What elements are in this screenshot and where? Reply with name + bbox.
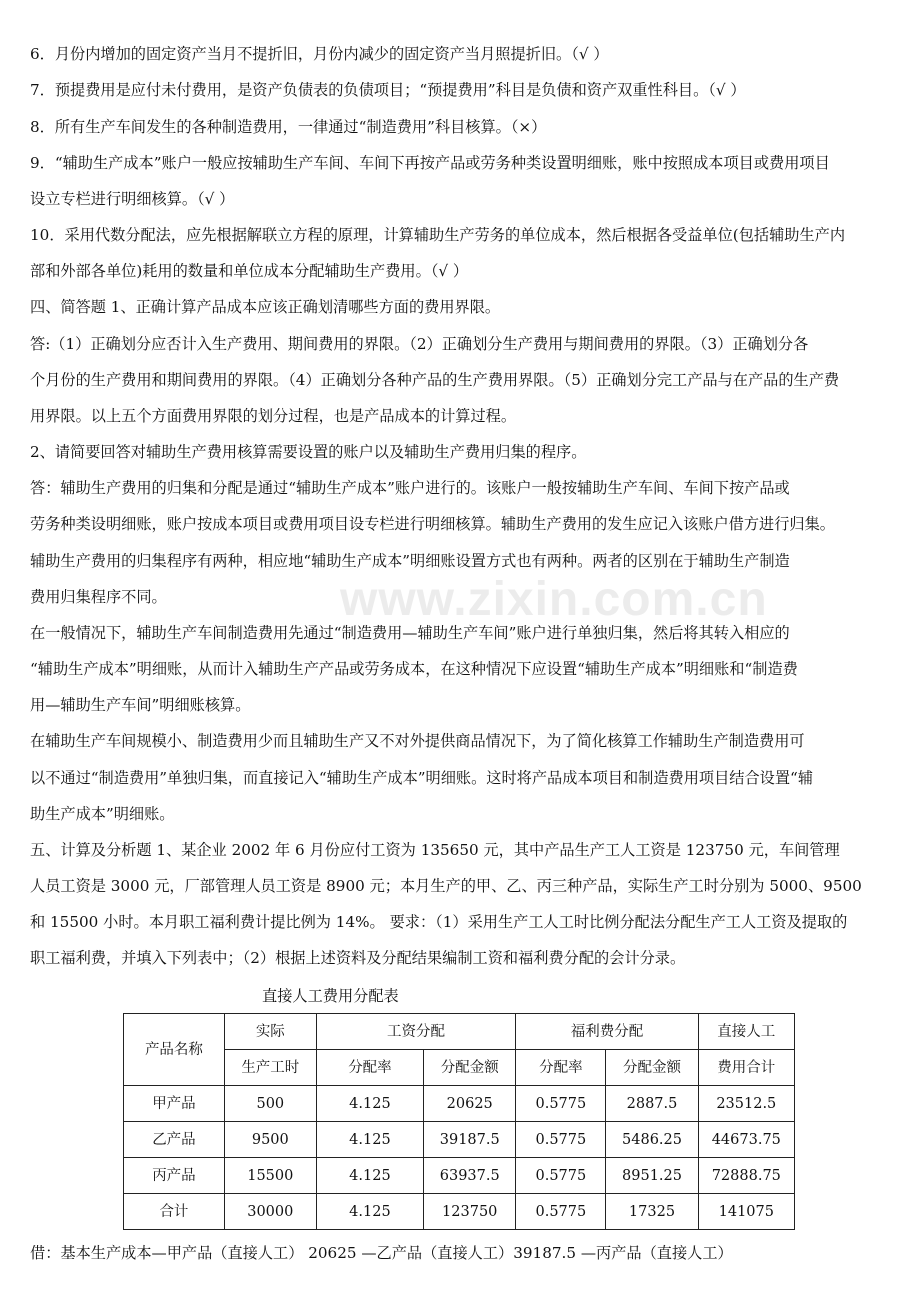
- header-total-top: 直接人工: [698, 1014, 794, 1050]
- cell-hours: 500: [224, 1086, 316, 1122]
- cell-total: 23512.5: [698, 1086, 794, 1122]
- cell-wage-amount: 123750: [424, 1194, 516, 1230]
- cell-welfare-amount: 2887.5: [606, 1086, 698, 1122]
- cell-wage-rate: 4.125: [316, 1122, 423, 1158]
- table-header-row-1: [124, 1014, 795, 1050]
- cell-welfare-rate: 0.5775: [516, 1194, 606, 1230]
- answer-2-para3-line3: 用—辅助生产车间”明细账核算。: [30, 696, 251, 714]
- cell-total: 141075: [698, 1194, 794, 1230]
- header-wage-group: 工资分配: [316, 1014, 516, 1050]
- section-short-answer-heading: 四、简答题 1、正确计算产品成本应该正确划清哪些方面的费用界限。: [30, 298, 501, 316]
- cell-hours: 30000: [224, 1194, 316, 1230]
- cell-welfare-rate: 0.5775: [516, 1158, 606, 1194]
- table-header-row-2: [124, 1050, 795, 1086]
- header-actual-hours-top: 实际: [224, 1014, 316, 1050]
- header-product-name: 产品名称: [124, 1014, 225, 1086]
- cell-total: 72888.75: [698, 1158, 794, 1194]
- cell-wage-amount: 39187.5: [424, 1122, 516, 1158]
- cell-wage-amount: 20625: [424, 1086, 516, 1122]
- cell-product: 甲产品: [124, 1086, 225, 1122]
- table-total-row: [124, 1194, 795, 1230]
- judgment-item-9-line1: 9．“辅助生产成本”账户一般应按辅助生产车间、车间下再按产品或劳务种类设置明细账，账中按照成本项目或费用项目: [30, 154, 830, 172]
- section-calculation-line2: 人员工资是 3000 元，厂部管理人员工资是 8900 元；本月生产的甲、乙、丙三种产品，实际生产工时分别为 5000、9500: [30, 877, 862, 895]
- table-caption: 直接人工费用分配表: [262, 987, 399, 1005]
- cell-welfare-amount: 5486.25: [606, 1122, 698, 1158]
- answer-1-line3: 用界限。以上五个方面费用界限的划分过程，也是产品成本的计算过程。: [30, 407, 516, 425]
- header-welfare-group: 福利费分配: [516, 1014, 698, 1050]
- section-calculation-line1: 五、计算及分析题 1、某企业 2002 年 6 月份应付工资为 135650 元，其中产品生产工人工资是 123750 元，车间管理: [30, 841, 840, 859]
- cell-product: 乙产品: [124, 1122, 225, 1158]
- answer-2-para4-line3: 助生产成本”明细账。: [30, 805, 175, 823]
- answer-2-para3-line1: 在一般情况下，辅助生产车间制造费用先通过“制造费用—辅助生产车间”账户进行单独归集，然后将其转入相应的: [30, 624, 790, 642]
- judgment-item-10-line2: 部和外部各单位)耗用的数量和单位成本分配辅助生产费用。（√ ）: [30, 262, 469, 280]
- cell-hours: 9500: [224, 1122, 316, 1158]
- cell-wage-rate: 4.125: [316, 1158, 423, 1194]
- cell-welfare-rate: 0.5775: [516, 1122, 606, 1158]
- answer-2-para2-line1: 辅助生产费用的归集程序有两种，相应地“辅助生产成本”明细账设置方式也有两种。两者的区别在于辅助生产制造: [30, 552, 790, 570]
- answer-2-para3-line2: “辅助生产成本”明细账，从而计入辅助生产产品或劳务成本，在这种情况下应设置“辅助生产成本”明细账和“制造费: [30, 660, 798, 678]
- table-row: [124, 1086, 795, 1122]
- answer-2-para4-line2: 以不通过“制造费用”单独归集，而直接记入“辅助生产成本”明细账。这时将产品成本项目和制造费用项目结合设置“辅: [30, 769, 814, 787]
- header-actual-hours-bottom: 生产工时: [224, 1050, 316, 1086]
- cell-welfare-amount: 17325: [606, 1194, 698, 1230]
- header-total-bottom: 费用合计: [698, 1050, 794, 1086]
- answer-2-para4-line1: 在辅助生产车间规模小、制造费用少而且辅助生产又不对外提供商品情况下，为了简化核算工作辅助生产制造费用可: [30, 732, 805, 750]
- header-welfare-amount: 分配金额: [606, 1050, 698, 1086]
- judgment-item-6: 6．月份内增加的固定资产当月不提折旧，月份内减少的固定资产当月照提折旧。（√ ）: [30, 45, 609, 63]
- cell-welfare-rate: 0.5775: [516, 1086, 606, 1122]
- section-calculation-line4: 职工福利费，并填入下列表中；（2）根据上述资料及分配结果编制工资和福利费分配的会计分录。: [30, 949, 686, 967]
- header-wage-rate: 分配率: [316, 1050, 423, 1086]
- cell-total: 44673.75: [698, 1122, 794, 1158]
- answer-2-para2-line2: 费用归集程序不同。: [30, 588, 167, 606]
- answer-2-line2: 劳务种类设明细账，账户按成本项目或费用项目设专栏进行明细核算。辅助生产费用的发生应记入该账户借方进行归集。: [30, 515, 835, 533]
- section-calculation-line3: 和 15500 小时。本月职工福利费计提比例为 14%。 要求：（1）采用生产工人工时比例分配法分配生产工人工资及提取的: [30, 913, 848, 931]
- judgment-item-7: 7．预提费用是应付未付费用，是资产负债表的负债项目；“预提费用”科目是负债和资产双重性科目。（√ ）: [30, 81, 746, 99]
- journal-entry-line: 借：基本生产成本—甲产品（直接人工） 20625 —乙产品（直接人工）39187.5 —丙产品（直接人工）: [30, 1244, 733, 1262]
- question-2: 2、请简要回答对辅助生产费用核算需要设置的账户以及辅助生产费用归集的程序。: [30, 443, 587, 461]
- answer-1-line2: 个月份的生产费用和期间费用的界限。（4）正确划分各种产品的生产费用界限。（5）正确划分完工产品与在产品的生产费: [30, 371, 840, 389]
- judgment-item-10-line1: 10．采用代数分配法，应先根据解联立方程的原理，计算辅助生产劳务的单位成本，然后根据各受益单位(包括辅助生产内: [30, 226, 846, 244]
- cell-product: 合计: [124, 1194, 225, 1230]
- judgment-item-8: 8．所有生产车间发生的各种制造费用，一律通过“制造费用”科目核算。（×）: [30, 118, 547, 136]
- labor-cost-allocation-table: [123, 1013, 795, 1230]
- table-row: [124, 1122, 795, 1158]
- cell-wage-rate: 4.125: [316, 1086, 423, 1122]
- judgment-item-9-line2: 设立专栏进行明细核算。（√ ）: [30, 190, 235, 208]
- watermark: www.zixin.com.cn: [340, 573, 768, 626]
- header-welfare-rate: 分配率: [516, 1050, 606, 1086]
- cell-hours: 15500: [224, 1158, 316, 1194]
- cell-welfare-amount: 8951.25: [606, 1158, 698, 1194]
- cell-wage-rate: 4.125: [316, 1194, 423, 1230]
- header-wage-amount: 分配金额: [424, 1050, 516, 1086]
- table-row: [124, 1158, 795, 1194]
- answer-2-line1: 答：辅助生产费用的归集和分配是通过“辅助生产成本”账户进行的。该账户一般按辅助生产车间、车间下按产品或: [30, 479, 790, 497]
- answer-1-line1: 答:（1）正确划分应否计入生产费用、期间费用的界限。（2）正确划分生产费用与期间费用的界限。（3）正确划分各: [30, 335, 809, 353]
- cell-product: 丙产品: [124, 1158, 225, 1194]
- cell-wage-amount: 63937.5: [424, 1158, 516, 1194]
